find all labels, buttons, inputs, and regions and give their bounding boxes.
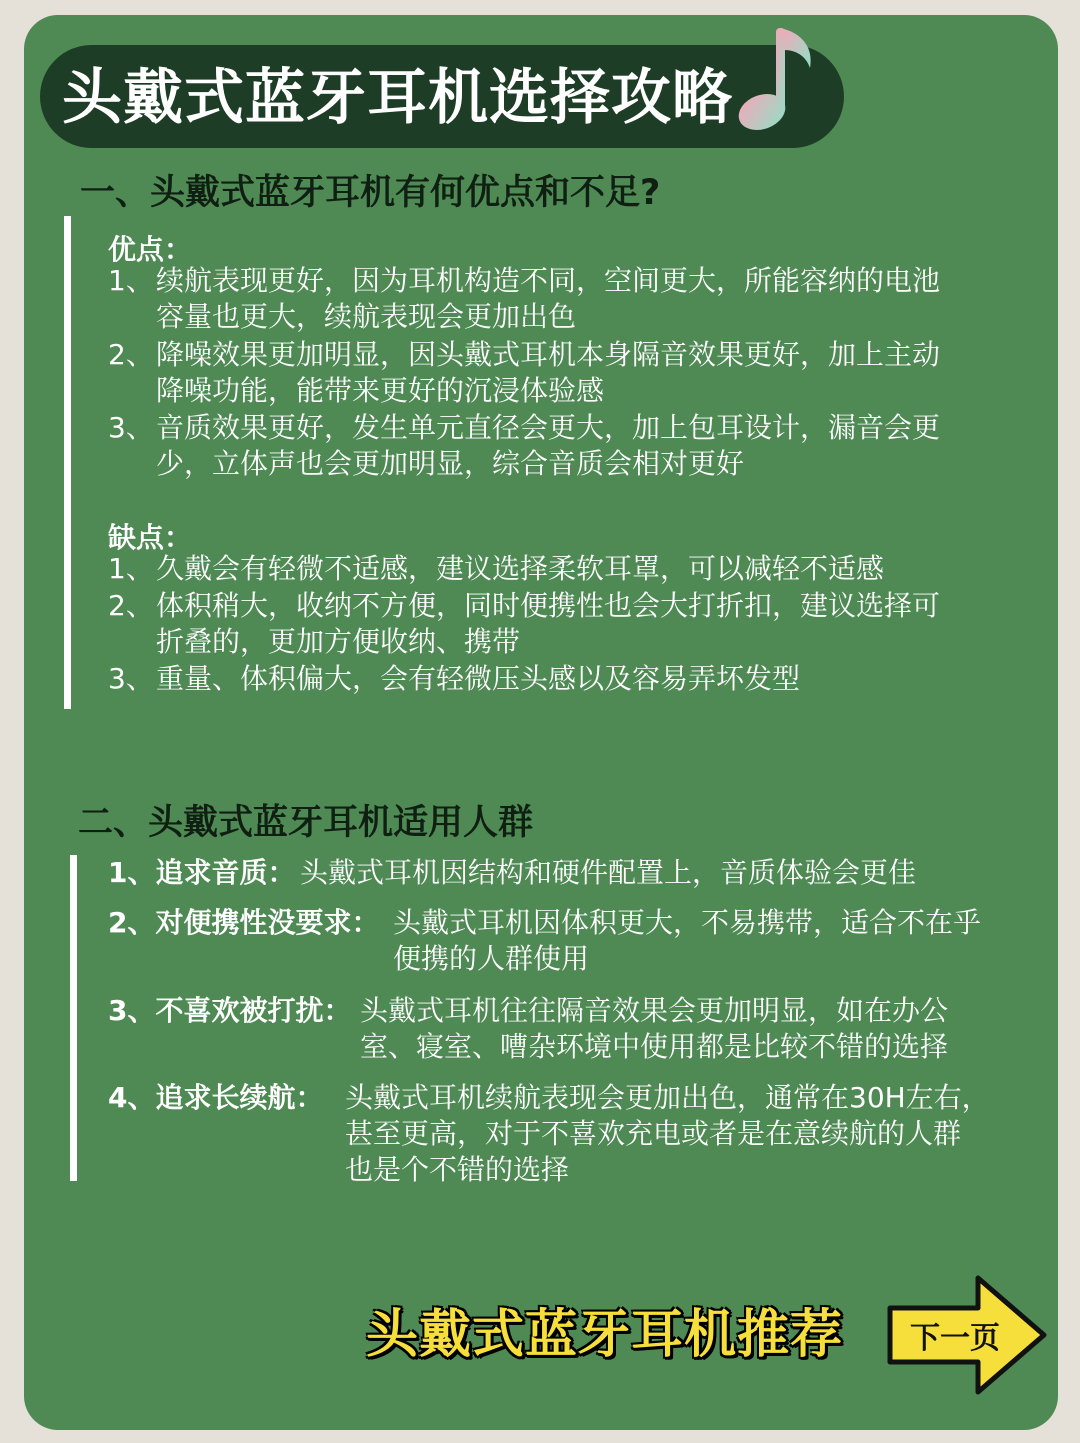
item-text: 降噪功能，能带来更好的沉浸体验感: [156, 374, 605, 407]
list-item: [108, 410, 940, 482]
item-number: 3、: [108, 411, 154, 444]
item-text: 久戴会有轻微不适感，建议选择柔软耳罩，可以减轻不适感: [156, 552, 885, 585]
audience-text: 头戴式耳机往往隔音效果会更加明显，如在办公: [360, 994, 949, 1027]
audience-text: 头戴式耳机因体积更大，不易携带，适合不在乎: [393, 906, 982, 939]
audience-text: 室、寝室、嘈杂环境中使用都是比较不错的选择: [360, 1030, 949, 1063]
audience-text: 便携的人群使用: [393, 942, 590, 975]
list-item: [108, 551, 884, 587]
audience-text: 也是个不错的选择: [345, 1153, 570, 1186]
list-item: [108, 588, 940, 660]
next-page-button[interactable]: 下一页: [910, 1321, 1000, 1356]
audience-text: 甚至更高，对于不喜欢充电或者是在意续航的人群: [345, 1117, 962, 1150]
item-number: 1、: [108, 552, 154, 585]
audience-label: 2、对便携性没要求：: [108, 906, 380, 939]
pros-label: 优点：: [108, 233, 193, 266]
cons-label: 缺点：: [108, 521, 193, 554]
audience-item: [108, 993, 1038, 1065]
audience-label: 1、追求音质：: [108, 856, 296, 889]
audience-label: 4、追求长续航：: [108, 1081, 324, 1114]
item-text: 音质效果更好，发生单元直径会更大，加上包耳设计，漏音会更: [156, 411, 941, 444]
item-text: 少，立体声也会更加明显，综合音质会相对更好: [156, 447, 745, 480]
item-number: 2、: [108, 338, 154, 371]
audience-text: 头戴式耳机因结构和硬件配置上，音质体验会更佳: [300, 856, 917, 889]
item-number: 3、: [108, 662, 154, 695]
audience-label: 3、不喜欢被打扰：: [108, 994, 352, 1027]
audience-item: [108, 1080, 1038, 1188]
item-text: 容量也更大，续航表现会更加出色: [156, 300, 577, 333]
item-text: 体积稍大，收纳不方便，同时便携性也会大打折扣，建议选择可: [156, 589, 941, 622]
audience-item: [108, 905, 1038, 977]
item-text: 续航表现更好，因为耳机构造不同，空间更大，所能容纳的电池: [156, 264, 941, 297]
audience-text: 头戴式耳机续航表现会更加出色，通常在30H左右，: [345, 1081, 990, 1114]
music-note-icon: [730, 20, 820, 135]
item-number: 2、: [108, 589, 154, 622]
list-item: [108, 661, 800, 697]
item-text: 降噪效果更加明显，因头戴式耳机本身隔音效果更好，加上主动: [156, 338, 941, 371]
item-text: 重量、体积偏大，会有轻微压头感以及容易弄坏发型: [156, 662, 801, 695]
list-item: [108, 337, 940, 409]
item-text: 折叠的，更加方便收纳、携带: [156, 625, 521, 658]
section1-heading: 一、头戴式蓝牙耳机有何优点和不足?: [80, 173, 661, 213]
section2-heading: 二、头戴式蓝牙耳机适用人群: [78, 803, 534, 843]
page-title: 头戴式蓝牙耳机选择攻略: [62, 63, 733, 133]
section1-bar: [64, 216, 71, 709]
footer-recommend-title: 头戴式蓝牙耳机推荐: [366, 1305, 844, 1365]
item-number: 1、: [108, 264, 154, 297]
section2-bar: [70, 855, 77, 1181]
list-item: [108, 263, 940, 335]
audience-item: [108, 855, 1038, 891]
